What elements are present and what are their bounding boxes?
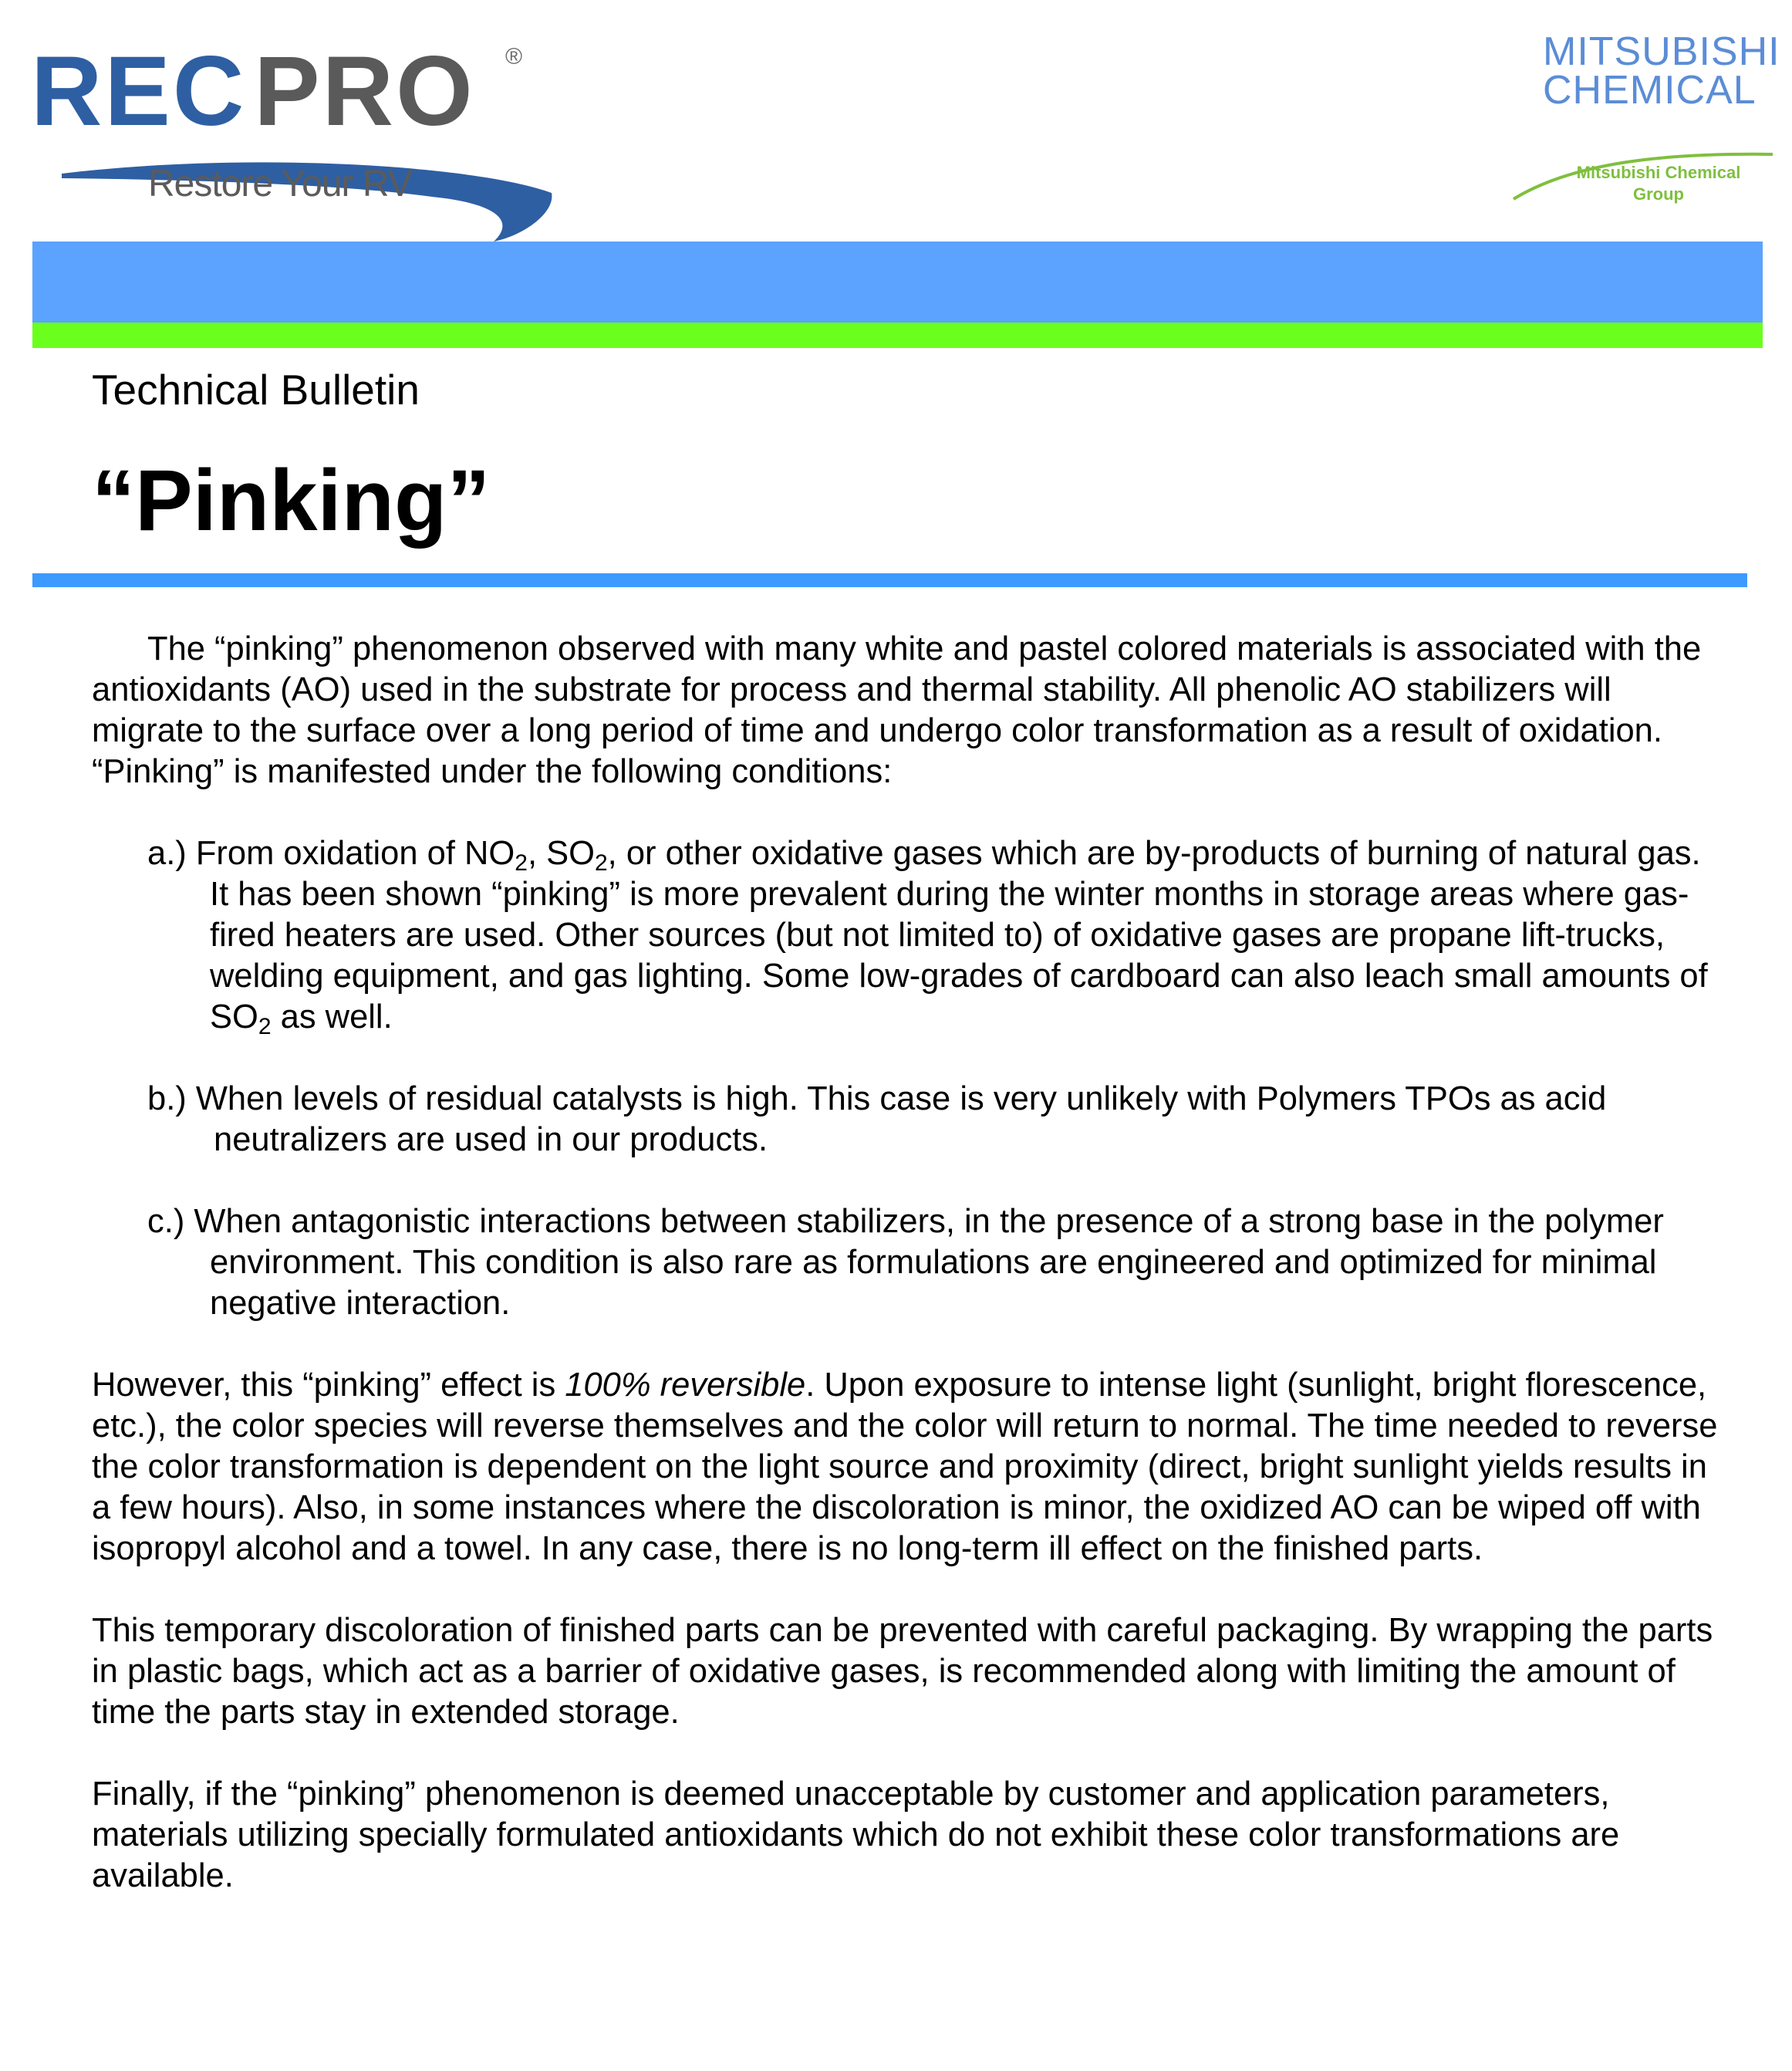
condition-item-b: b.) When levels of residual catalysts is high. This case is very unlikely with Polymers TPOs as acid neutralizers are used in our products.	[147, 1080, 1607, 1158]
condition-a-text-3: , or other oxidative gases which are by-products of burning of natural gas. It has been shown “pinking” is more prevalent during the winter months in storage areas where gas-fired heaters are used. Other sources (but not limited to) of oxidative gases are propane lift-trucks, welding equipment, and gas lighting. Some low-grades of cardboard can also leach small amounts of SO	[210, 835, 1708, 1036]
recpro-wordmark-rec: REC	[31, 36, 247, 147]
prevention-paragraph: This temporary discoloration of finished parts can be prevented with careful packaging. By wrapping the parts in plastic bags, which act as a barrier of oxidative gases, is recommended along with limiting the amount of time the parts stay in extended storage.	[92, 1612, 1713, 1731]
condition-a-text-1: a.) From oxidation of NO	[147, 835, 515, 872]
mitsubishi-group-line1: Mitsubishi Chemical	[1576, 163, 1741, 182]
registered-mark: ®	[505, 44, 523, 69]
condition-a-subscript-2: 2	[594, 850, 608, 876]
reversible-text-after: . Upon exposure to intense light (sunlight, bright florescence, etc.), the color species will reverse themselves and the color will return to normal. The time needed to reverse the color transformation is dependent on the light source and proximity (direct, bright sunlight yields results in a few hours). Also, in some instances where the discoloration is minor, the oxidized AO can be wiped off with isopropyl alcohol and a towel. In any case, there is no long-term ill effect on the finished parts.	[92, 1367, 1718, 1567]
page-title: “Pinking”	[92, 452, 491, 549]
condition-a-subscript-3: 2	[258, 1014, 272, 1039]
recpro-wordmark-pro: PRO	[254, 36, 475, 147]
bulletin-body	[92, 629, 1719, 1897]
condition-a-subscript-1: 2	[515, 850, 528, 876]
condition-item-c: c.) When antagonistic interactions between stabilizers, in the presence of a strong base in the polymer environment. This condition is also rare as formulations are engineered and optimized for minimal negative interaction.	[147, 1203, 1664, 1322]
condition-a-text-2: , SO	[527, 835, 595, 872]
condition-item-a	[147, 833, 1719, 1038]
bulletin-label: Technical Bulletin	[92, 366, 420, 414]
reversible-emphasis: 100% reversible	[565, 1367, 806, 1404]
finally-paragraph: Finally, if the “pinking” phenomenon is deemed unacceptable by customer and application parameters, materials utilizing specially formulated antioxidants which do not exhibit these color transformations are available.	[92, 1775, 1620, 1894]
mitsubishi-wordmark-line2: CHEMICAL	[1543, 68, 1757, 113]
mitsubishi-group-line2: Group	[1633, 184, 1684, 204]
recpro-tagline: Restore Your RV	[148, 164, 412, 204]
mitsubishi-chemical-logo	[1512, 29, 1780, 216]
header-banner-blue	[32, 242, 1763, 323]
condition-a-text-4: as well.	[271, 998, 393, 1036]
recpro-logo	[31, 36, 532, 212]
reversible-text-before: However, this “pinking” effect is	[92, 1367, 565, 1404]
title-divider	[32, 573, 1747, 587]
header-banner-green	[32, 323, 1763, 348]
mitsubishi-wordmark-line1: MITSUBISHI	[1543, 29, 1780, 74]
recpro-wordmark	[31, 36, 475, 147]
intro-paragraph: The “pinking” phenomenon observed with many white and pastel colored materials is associated with the antioxidants (AO) used in the substrate for process and thermal stability. All phenolic AO stabilizers will migrate to the surface over a long period of time and undergo color transformation as a result of oxidation. “Pinking” is manifested under the following conditions:	[92, 630, 1702, 790]
reversible-paragraph	[92, 1365, 1719, 1569]
mitsubishi-group-label	[1558, 162, 1759, 205]
